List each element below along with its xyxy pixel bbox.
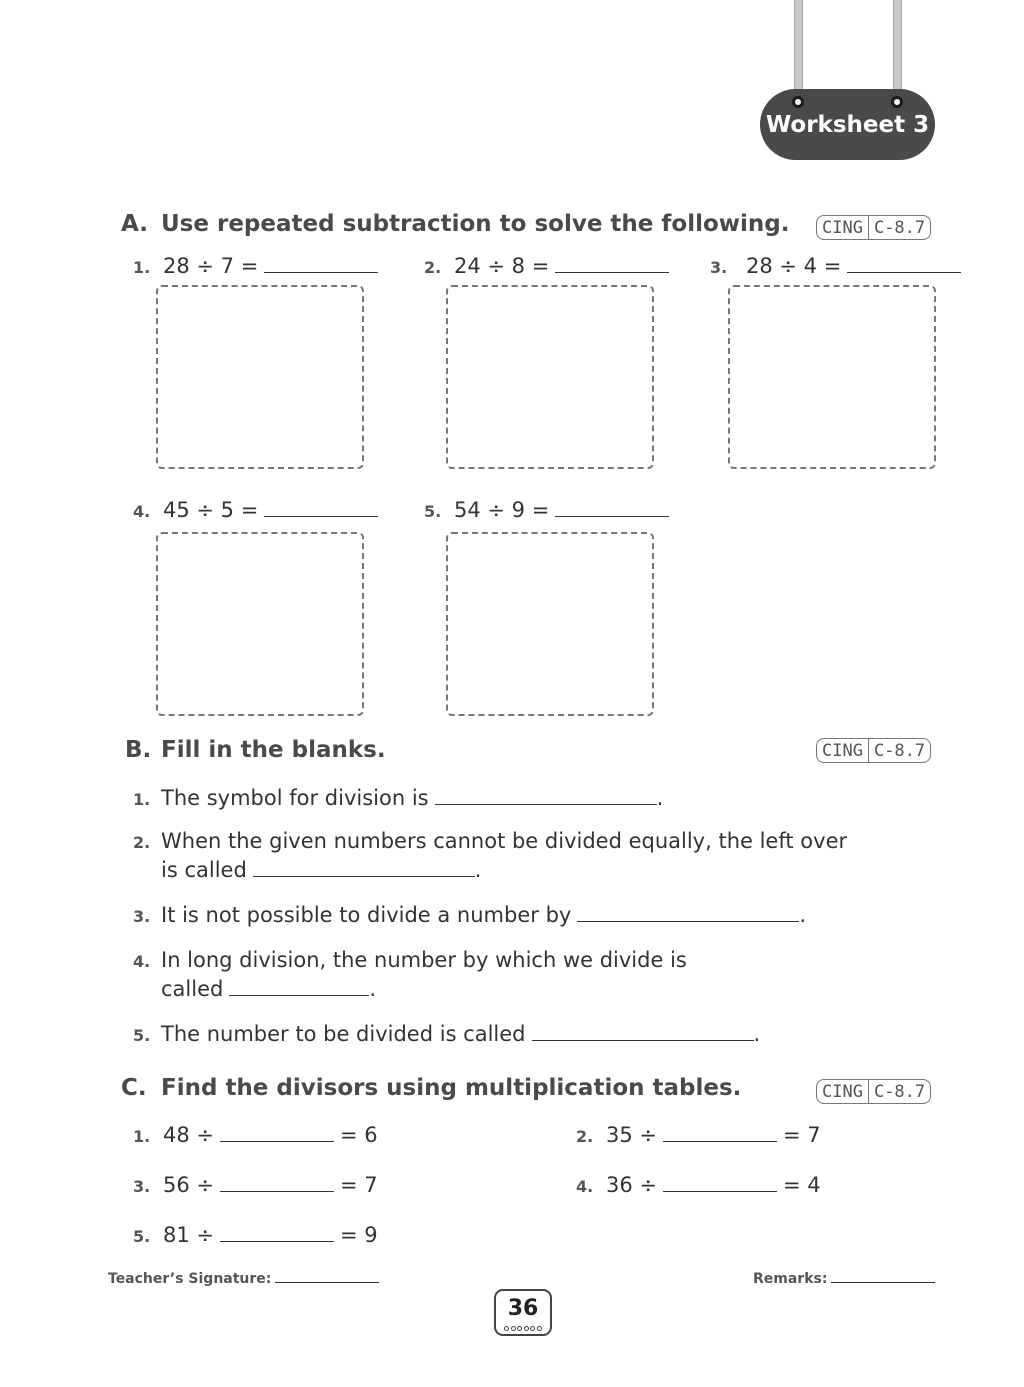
section-heading: Find the divisors using multiplication tables. <box>161 1075 742 1101</box>
badge-dots <box>504 1326 542 1331</box>
teacher-signature <box>108 1271 379 1287</box>
question-number: 1. <box>133 1127 151 1146</box>
tag-hole-right <box>891 96 903 108</box>
question-c1 <box>133 1123 378 1147</box>
answer-blank[interactable] <box>264 254 378 273</box>
answer-blank[interactable] <box>663 1173 777 1192</box>
section-heading: Use repeated subtraction to solve the following. <box>161 211 790 237</box>
question-number: 2. <box>424 258 442 277</box>
remarks-label: Remarks: <box>753 1271 828 1287</box>
answer-blank[interactable] <box>220 1123 334 1142</box>
page-number: 36 <box>507 1296 539 1321</box>
cing-code: C-8.7 <box>868 216 930 239</box>
question-number: 2. <box>133 833 151 852</box>
answer-blank[interactable] <box>253 858 475 877</box>
work-box-a4[interactable] <box>156 532 364 716</box>
remarks <box>753 1271 935 1287</box>
end-punct: . <box>369 977 377 1001</box>
section-heading: Fill in the blanks. <box>161 737 386 763</box>
worksheet-tag <box>760 89 935 160</box>
question-text: The number to be divided is called <box>161 1022 526 1046</box>
answer-blank[interactable] <box>229 977 369 996</box>
dividend: 36 ÷ <box>606 1173 657 1197</box>
question-number: 3. <box>133 907 151 926</box>
worksheet-label: Worksheet 3 <box>765 111 930 138</box>
question-a5 <box>424 498 669 522</box>
question-number: 5. <box>424 502 442 521</box>
section-letter: C. <box>121 1075 147 1101</box>
question-expression: 24 ÷ 8 = <box>454 254 550 278</box>
teacher-signature-label: Teacher’s Signature: <box>108 1271 272 1287</box>
work-box-a1[interactable] <box>156 285 364 469</box>
question-number: 4. <box>133 952 151 971</box>
question-a1 <box>133 254 378 278</box>
question-c5 <box>133 1223 378 1247</box>
question-text-cont: called <box>161 977 224 1001</box>
answer-blank[interactable] <box>555 498 669 517</box>
section-letter: B. <box>125 737 152 763</box>
question-a4 <box>133 498 378 522</box>
question-text: The symbol for division is <box>161 786 429 810</box>
end-punct: . <box>799 903 807 927</box>
question-text: It is not possible to divide a number by <box>161 903 572 927</box>
dividend: 56 ÷ <box>163 1173 214 1197</box>
cing-label: CING <box>822 740 863 761</box>
curriculum-tag <box>816 1079 931 1104</box>
question-number: 5. <box>133 1026 151 1045</box>
question-c4 <box>576 1173 821 1197</box>
result: = 4 <box>783 1173 821 1197</box>
result: = 7 <box>340 1173 378 1197</box>
tag-string-left <box>794 0 803 98</box>
answer-blank[interactable] <box>532 1022 754 1041</box>
question-expression: 54 ÷ 9 = <box>454 498 550 522</box>
cing-code: C-8.7 <box>868 739 930 762</box>
question-text: When the given numbers cannot be divided equally, the left over <box>161 829 848 853</box>
question-number: 1. <box>133 258 151 277</box>
result: = 6 <box>340 1123 378 1147</box>
end-punct: . <box>474 858 482 882</box>
result: = 9 <box>340 1223 378 1247</box>
dividend: 81 ÷ <box>163 1223 214 1247</box>
end-punct: . <box>753 1022 761 1046</box>
question-a3 <box>710 254 961 278</box>
cing-code: C-8.7 <box>868 1080 930 1103</box>
cing-label: CING <box>822 1081 863 1102</box>
result: = 7 <box>783 1123 821 1147</box>
section-c-title <box>121 1075 741 1101</box>
question-number: 3. <box>133 1177 151 1196</box>
section-b-title <box>125 737 386 763</box>
question-number: 4. <box>576 1177 594 1196</box>
question-text-cont: is called <box>161 858 247 882</box>
question-number: 5. <box>133 1227 151 1246</box>
tag-string-right <box>893 0 902 98</box>
answer-blank[interactable] <box>220 1173 334 1192</box>
answer-blank[interactable] <box>663 1123 777 1142</box>
answer-blank[interactable] <box>220 1223 334 1242</box>
teacher-signature-line[interactable] <box>275 1282 379 1283</box>
answer-blank[interactable] <box>435 786 657 805</box>
answer-blank[interactable] <box>847 254 961 273</box>
question-number: 1. <box>133 790 151 809</box>
tag-hole-left <box>792 96 804 108</box>
question-a2 <box>424 254 669 278</box>
question-expression: 28 ÷ 4 = <box>746 254 842 278</box>
question-expression: 28 ÷ 7 = <box>163 254 259 278</box>
page-number-badge <box>494 1289 552 1336</box>
section-a-title <box>121 211 789 237</box>
curriculum-tag <box>816 738 931 763</box>
answer-blank[interactable] <box>577 903 799 922</box>
question-expression: 45 ÷ 5 = <box>163 498 259 522</box>
answer-blank[interactable] <box>264 498 378 517</box>
question-text: In long division, the number by which we divide is <box>161 948 687 972</box>
question-c3 <box>133 1173 378 1197</box>
question-c2 <box>576 1123 821 1147</box>
question-number: 4. <box>133 502 151 521</box>
dividend: 35 ÷ <box>606 1123 657 1147</box>
cing-label: CING <box>822 217 863 238</box>
answer-blank[interactable] <box>555 254 669 273</box>
end-punct: . <box>656 786 664 810</box>
section-letter: A. <box>121 211 148 237</box>
question-number: 2. <box>576 1127 594 1146</box>
work-box-a5[interactable] <box>446 532 654 716</box>
remarks-line[interactable] <box>831 1282 935 1283</box>
curriculum-tag <box>816 215 931 240</box>
dividend: 48 ÷ <box>163 1123 214 1147</box>
work-box-a3[interactable] <box>728 285 936 469</box>
work-box-a2[interactable] <box>446 285 654 469</box>
question-number: 3. <box>710 258 728 277</box>
